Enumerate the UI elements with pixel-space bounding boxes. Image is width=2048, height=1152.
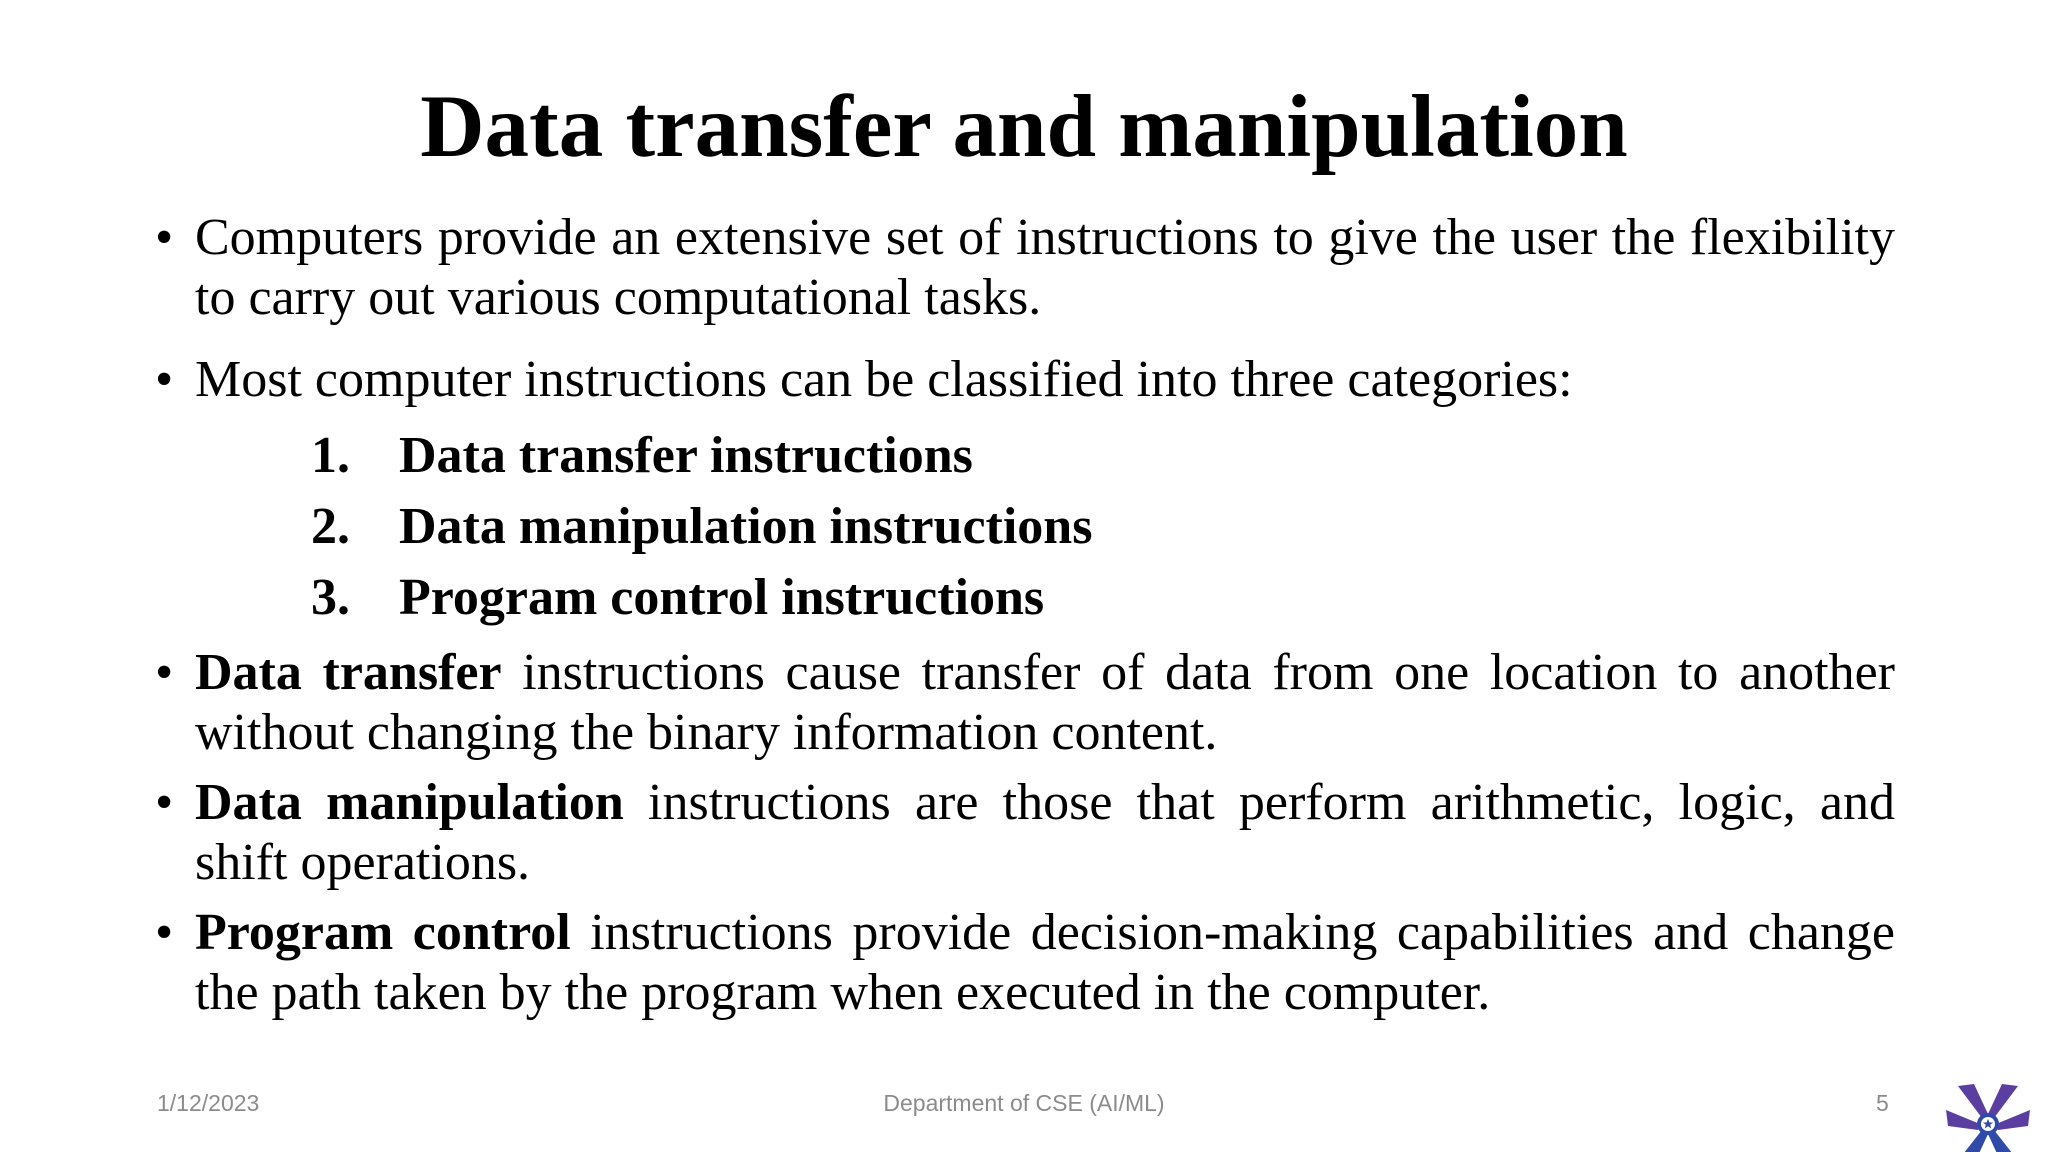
bullet-item: [155, 903, 1895, 1023]
category-item: [155, 562, 1895, 633]
slide-title: Data transfer and manipulation: [420, 78, 1628, 176]
footer-department: Department of CSE (AI/ML): [883, 1090, 1165, 1116]
institution-logo-icon: [1944, 1084, 2032, 1152]
category-item: [155, 491, 1895, 562]
bullet-text: Most computer instructions can be classified into three categories:: [195, 351, 1573, 408]
bullet-bold-term: Data manipulation: [195, 774, 624, 831]
bullet-bold-term: Data transfer: [195, 644, 502, 701]
category-label: Data transfer instructions: [399, 427, 973, 484]
category-number: 2.: [311, 498, 350, 555]
footer-page-number: 5: [1876, 1090, 1889, 1116]
category-item: [155, 420, 1895, 491]
category-number: 3.: [311, 569, 350, 626]
bullet-item: [155, 208, 1895, 328]
footer-date: 1/12/2023: [157, 1090, 260, 1116]
bullet-item: [155, 350, 1895, 410]
bullet-text: instructions cause transfer of data from one location to another without changing the binary information content.: [195, 644, 1895, 761]
bullet-text: Computers provide an extensive set of instructions to give the user the flexibility to carry out various computational tasks.: [195, 209, 1895, 326]
bullet-text: instructions are those that perform arithmetic, logic, and shift operations.: [195, 774, 1895, 891]
bullet-text: instructions provide decision-making capabilities and change the path taken by the program when executed in the computer.: [195, 904, 1895, 1021]
category-number: 1.: [311, 427, 350, 484]
bullet-item: [155, 773, 1895, 893]
bullet-bold-term: Program control: [195, 904, 571, 961]
category-label: Program control instructions: [399, 569, 1045, 626]
category-list: [155, 420, 1895, 633]
slide-content: [155, 208, 1895, 1023]
bullet-item: [155, 643, 1895, 763]
category-label: Data manipulation instructions: [399, 498, 1093, 555]
